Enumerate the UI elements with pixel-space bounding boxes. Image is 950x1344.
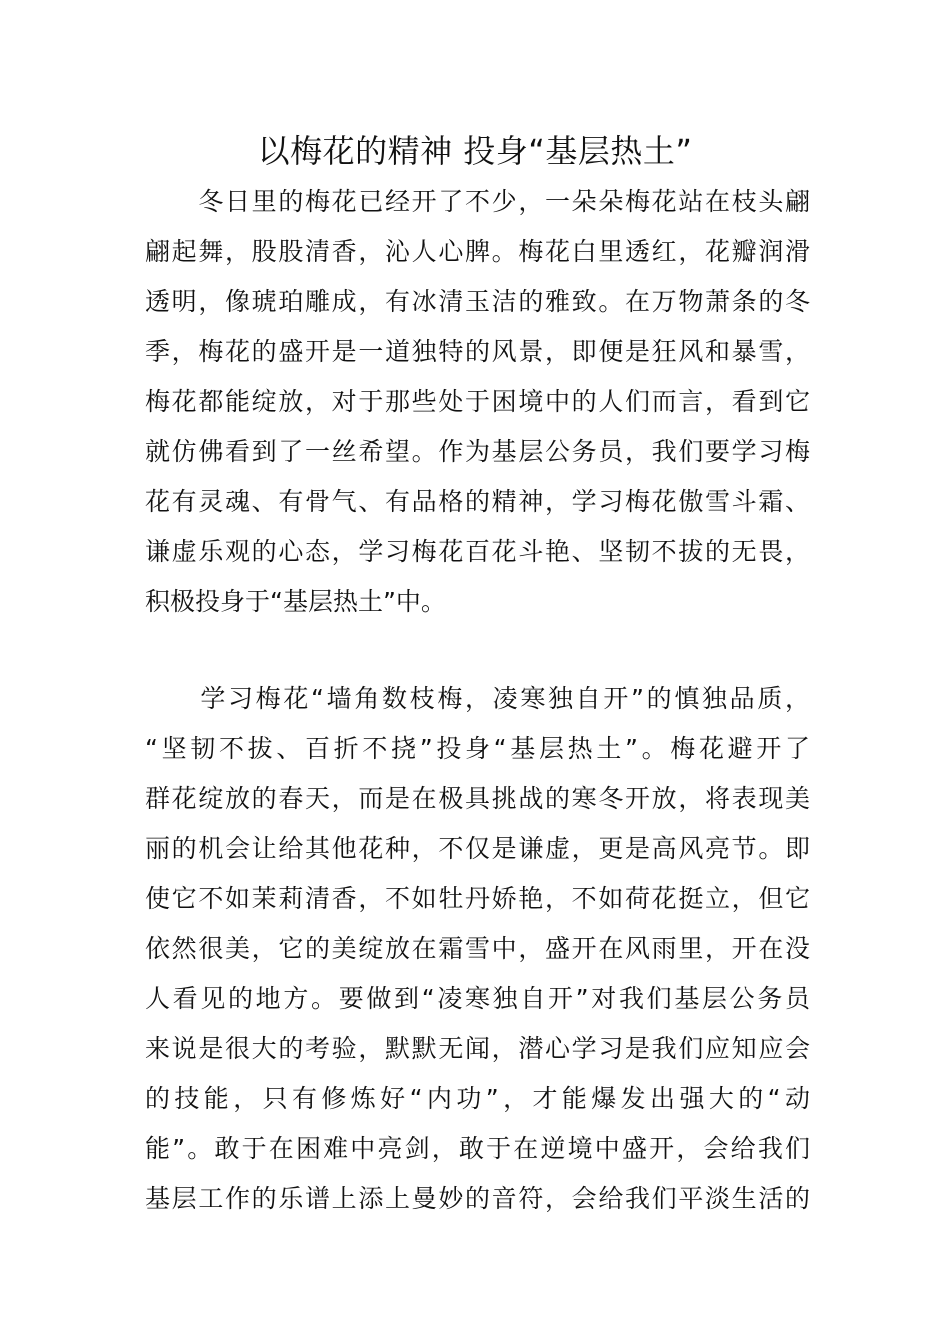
text-line: 基层工作的乐谱上添上曼妙的音符，会给我们平淡生活的 [145, 1184, 810, 1213]
text-line: 的技能，只有修炼好“内功”，才能爆发出强大的“动 [145, 1084, 810, 1113]
text-line: 季，梅花的盛开是一道独特的风景，即便是狂风和暴雪， [145, 337, 810, 366]
text-line: 梅花都能绽放，对于那些处于困境中的人们而言，看到它 [145, 387, 810, 416]
text-line: 花有灵魂、有骨气、有品格的精神，学习梅花傲雪斗霜、 [145, 487, 810, 516]
text-line: 丽的机会让给其他花种，不仅是谦虚，更是高风亮节。即 [145, 834, 810, 863]
text-line: 能”。敢于在困难中亮剑，敢于在逆境中盛开，会给我们 [145, 1134, 810, 1163]
text-line: 依然很美，它的美绽放在霜雪中，盛开在风雨里，开在没 [145, 934, 810, 963]
document-title: 以梅花的精神 投身“基层热土” [257, 132, 693, 170]
text-line: 就仿佛看到了一丝希望。作为基层公务员，我们要学习梅 [145, 437, 810, 466]
text-line: 积极投身于“基层热土”中。 [145, 587, 446, 616]
text-line: “坚韧不拔、百折不挠”投身“基层热土”。梅花避开了 [145, 734, 810, 763]
text-line: 使它不如茉莉清香，不如牡丹娇艳，不如荷花挺立，但它 [145, 884, 810, 913]
text-line: 冬日里的梅花已经开了不少，一朵朵梅花站在枝头翩 [145, 187, 810, 216]
text-line: 翩起舞，股股清香，沁人心脾。梅花白里透红，花瓣润滑 [145, 237, 810, 266]
text-line: 来说是很大的考验，默默无闻，潜心学习是我们应知应会 [145, 1034, 810, 1063]
paragraph-2 [145, 674, 810, 1224]
text-line: 群花绽放的春天，而是在极具挑战的寒冬开放，将表现美 [145, 784, 810, 813]
text-line: 透明，像琥珀雕成，有冰清玉洁的雅致。在万物萧条的冬 [145, 287, 810, 316]
text-line: 谦虚乐观的心态，学习梅花百花斗艳、坚韧不拔的无畏， [145, 537, 810, 566]
text-line: 人看见的地方。要做到“凌寒独自开”对我们基层公务员 [145, 984, 810, 1013]
paragraph-1 [145, 177, 810, 627]
text-line: 学习梅花“墙角数枝梅，凌寒独自开”的慎独品质， [145, 684, 810, 713]
